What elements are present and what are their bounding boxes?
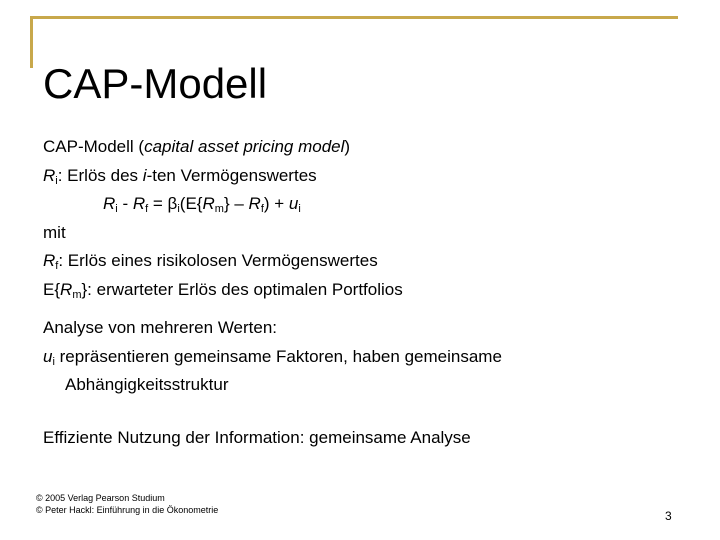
slide-body [43,133,683,452]
frame-left-rule [30,16,33,68]
footer-line-author: © Peter Hackl: Einführung in die Ökonometrie [36,505,219,515]
copyright-footer [36,492,218,516]
footer-line-publisher: © 2005 Verlag Pearson Studium [36,493,165,503]
body-line-analyse: Analyse von mehreren Werten: [43,318,278,337]
body-line-effizient: Effiziente Nutzung der Information: gemeinsame Analyse [43,427,471,447]
body-line-erm: $E\{R_m\}$: erwarteter Erlös des optimalen Portfolios [43,279,403,301]
body-line-ri: $R_i$: Erlös des i-ten Vermögenswertes [43,165,317,187]
page-number: 3 [665,509,672,523]
frame-top-rule [30,16,678,19]
body-line-rf: $R_f$: Erlös eines risikolosen Vermögenswertes [43,251,378,272]
slide-title: CAP-Modell [43,60,268,107]
body-line-capm: CAP-Modell (capital asset pricing model) [43,137,351,156]
capm-equation: $R_i - R_f = \beta_i(E\{R_m\} - R_f) + u_i$ [103,194,301,215]
body-line-mit: mit [43,222,66,242]
body-line-ui-continued: Abhängigkeitsstruktur [65,375,229,394]
body-line-ui: $u_i$ repräsentieren gemeinsame Faktoren, haben gemeinsame [43,346,502,368]
